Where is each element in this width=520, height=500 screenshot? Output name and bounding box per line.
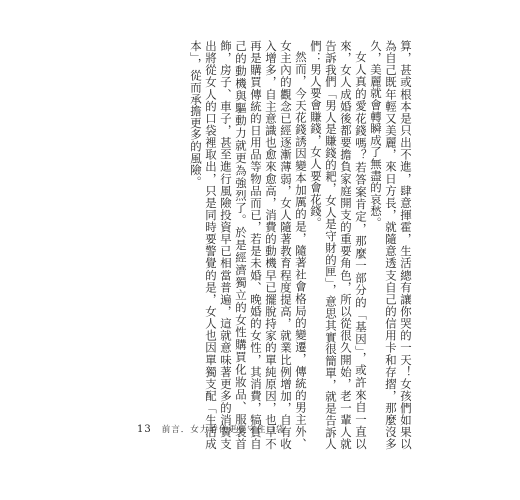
paragraph-3: 然而，今天花錢誘因變本加厲的是，隨著社會格局的變遷，傳統的男主外、女主內的觀念已經逐漸薄弱，女人隨著教育程度提高，就業比例增加，自有收入增多，自主意識也愈來愈高，消費的動機早已擺脫持家的單純原因，也早不再是購買傳統的日用品等物品而已，若是未婚、晚婚的女性，其消費，犒賞自己的動機與驅動力就更為強烈了。於是經濟獨立的女性購買化妝品、服裝首飾，房子、車子，甚至進行風險投資早已相當普遍，這就意味著更多的消費支出將從女人的口袋裡取出，只是同時要警覺的是，女人也因單獨支配「生活成本」，從而承擔更多的風險。 xyxy=(189,40,308,450)
running-title: 前言．女力時代更要守住口袋 xyxy=(161,425,286,435)
paragraph-2: 女人真的愛花錢嗎？若答案肯定，那麼一部分的「基因」，或許來自一直以來，女人成婚後都要擔負家庭開支的重要角色，所以從很久開始，老一輩人就告訴我們「男人是賺錢的耙，女人是守財的匣」，意思其實很簡單，就是告訴人們：男人要會賺錢，女人要會花錢。 xyxy=(309,40,368,450)
page-footer xyxy=(137,423,285,435)
paragraph-1: 算，甚或根本是只出不進，肆意揮霍，生活總有讓你哭的一天！女孩們如果以為自己既年輕又美麗，來日方長，就隨意透支自己的信用卡和存摺，那麼沒多久，美麗就會轉瞬成了無盡的哀愁。 xyxy=(369,40,413,450)
page-number: 13 xyxy=(137,424,152,435)
vertical-text-body xyxy=(188,40,413,450)
